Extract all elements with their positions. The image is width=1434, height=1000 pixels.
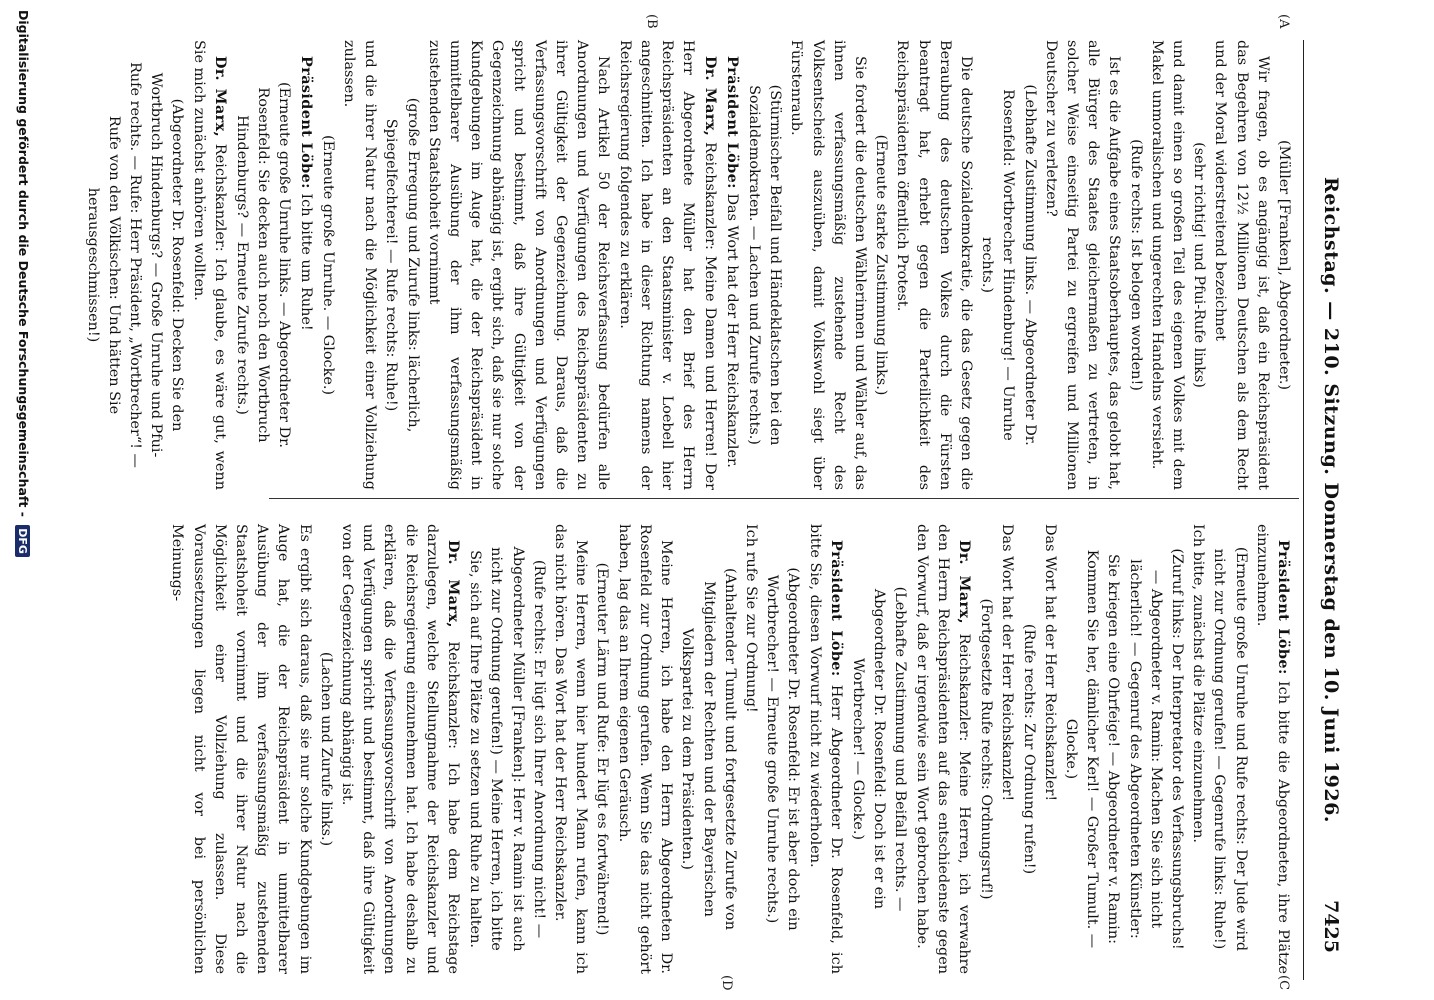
interjection: (Abgeordneter Dr. Rosenfeld: Decken Sie den Wortbruch Hindenburgs? — Große Unruhe und Pfui-Rufe rechts. — Rufe: Herr Präsident, „Wortbrecher“! — Rufe von den Völkischen: Und hätten Sie herausgeschmissen!) [84,62,186,468]
interjection: (große Erregung und Zurufe links: lächerlich, Spiegelfechterei! — Rufe rechts: Ruhe!) [383,97,421,433]
speech-paragraph: und damit einen so großen Teil des eigenen Volkes mit dem Makel unmoralischen und ungerechten Handelns versieht. [1148,40,1186,490]
speech-paragraph: Dr. Marx, Reichskanzler: Ich habe dem Reichstage darzulegen, welche Stellungnahme der Reichskanzler und die Reichsregierung einzunehmen hat. Ich habe deshalb zu erklären, daß die Verfassungsvorschrift von Anordnungen und Verfügungen spricht und bestimmt, daß ihre Gültigkeit von der Gegenzeichnung abhängig ist. [339,524,463,974]
dfg-logo: DFG [15,525,30,557]
right-text-column [169,524,1294,975]
speech-paragraph: Präsident Löbe: Herr Abgeordneter Dr. Rosenfeld, ich bitte Sie, diesen Vorwurf nicht zu wiederholen. [806,524,845,974]
speech-paragraph: Präsident Löbe: Das Wort hat der Herr Reichskanzler. [723,56,741,468]
interjection: (Lebhafte Zustimmung und Beifall rechts. — Abgeordneter Dr. Rosenfeld: Doch ist er ein Wortbrecher! — Glocke.) [849,586,909,912]
footer-credit: Digitalisierung gefördert durch die Deutsche Forschungsgemeinschaft - [16,10,31,517]
margin-marker-d: (D [719,975,734,991]
speech-paragraph: Sie fordert die deutschen Wählerinnen und Wähler auf, das ihnen verfassungsmäßig zustehende Recht des Volksentscheids auszuüben, damit Volkswohl siegt über Fürstenraub. [788,40,868,490]
header-rule [1303,40,1304,980]
speech-paragraph: Dr. Marx, Reichskanzler: Meine Damen und Herren! Der Herr Abgeordnete Müller hat den Brief des Herrn Reichspräsidenten an den Staatsminister v. Loebell hier angeschnitten. Ich habe in dieser Richtung namens der Reichsregierung folgendes zu erklären. [616,40,719,490]
speaker-name: Dr. Marx, [701,56,719,137]
speech-paragraph: Das Wort hat der Herr Reichskanzler! [1041,524,1058,802]
interjection: (Erneute starke Zustimmung links.) [873,134,890,396]
speech-paragraph: Die deutsche Sozialdemokratie, die das Gesetz gegen die Beraubung des deutschen Volkes durch die Fürsten beantragt hat, erhebt gegen die Parteilichkeit des Reichspräsidenten öffentlich Protest. [894,40,974,490]
interjection: (Erneuter Lärm und Rufe: Er lügt es fortwährend!) [594,562,611,936]
speaker-name: Präsident Löbe: [827,540,845,677]
interjection: (Erneute große Unruhe. — Glocke.) [319,134,336,396]
speech-paragraph: Meine Herren, ich habe den Herrn Abgeordneten Dr. Rosenfeld zur Ordnung gerufen. Wenn Sie das nicht gehört haben, lag das an Ihrem eigenen Geräusch. [615,524,675,974]
speech-paragraph: Ist es die Aufgabe eines Staatsoberhauptes, das gelobt hat, alle Bürger des Staates gleichermaßen zu vertreten, in solcher Weise einseitig Partei zu ergreifen und Millionen Deutscher zu verletzen? [1042,40,1123,490]
session-title: Reichstag. — 210. Sitzung. Donnerstag den 10. Juni 1926. [1320,177,1342,823]
interjection: (Müller [Franken], Abgeordneter.) [1276,139,1292,391]
speech-paragraph: Dr. Marx, Reichskanzler: Ich glaube, es wäre gut, wenn Sie mich zunächst anhören wollten. [190,40,229,490]
speech-paragraph: Wir fragen, ob es angängig ist, daß ein Reichspräsident das Begehren von 12½ Millionen Deutschen als dem Recht und der Moral widerstreitend bezeichnet [1212,40,1271,490]
speech-paragraph: Präsident Löbe: Ich bitte um Ruhe! [297,56,315,331]
interjection: (Anhaltender Tumult und fortgesetzte Zurufe von Mitgliedern der Rechten und der Bayerischen Volkspartei zu dem Präsidenten.) [679,568,738,930]
speech-paragraph: Präsident Löbe: Ich bitte die Abgeordneten, ihre Plätze einzunehmen. [1253,524,1292,974]
margin-marker-c: (C [1276,975,1291,991]
speaker-name: Präsident Löbe: [723,56,741,189]
interjection: (Erneute große Unruhe links. — Abgeordneter Dr. Rosenfeld: Sie decken auch noch den Wortbruch Hindenburgs? — Erneute Zurufe rechts.) [234,81,293,448]
interjection: (sehr richtig! und Pfui-Rufe links) [1191,142,1208,388]
interjection: (Stürmischer Beifall und Händeklatschen bei den Sozialdemokraten. — Lachen und Zurufe rechts.) [745,84,784,446]
interjection: (Zuruf links: Der Interpretator des Verfassungsbruchs! — Abgeordneter v. Ramin: Machen Sie sich nicht lächerlich! — Gegenruf des Abgeordneten Künstler: Sie kriegen eine Ohrfeige! — Abgeordneter v. Ramin: Kommen Sie her, dämlicher Kerl! — Großer Tumult. — Glocke.) [1062,548,1185,950]
page-header [1302,0,1342,1000]
interjection: (Lebhafte Zustimmung links. — Abgeordneter Dr. Rosenfeld: Wortbrecher Hindenburg! — Unruhe rechts.) [979,84,1038,446]
speech-paragraph: Ich rufe Sie zur Ordnung! [742,524,759,713]
speech-paragraph: Meine Herren, wenn hier hundert Mann rufen, kann ich das nicht hören. Das Wort hat der Herr Reichskanzler. [552,524,590,974]
left-text-column [84,40,1294,490]
digitization-footer [5,0,31,1000]
column-divider [269,498,1299,499]
speech-paragraph: und die ihrer Natur nach die Möglichkeit einer Vollziehung zulassen. [341,40,379,490]
speech-paragraph: Es ergibt sich daraus, daß sie nur solche Kundgebungen im Auge hat, die der Reichspräsident in unmittelbarer Ausübung der ihm verfassungsmäßig zustehenden Staatshoheit vornimmt und die ihrer Natur nach die Möglichkeit einer Vollziehung zulassen. Diese Voraussetzungen liegen nicht vor bei persönlichen Meinungs- [169,524,313,974]
interjection: (Rufe rechts: Zur Ordnung rufen!) [1020,623,1037,875]
speaker-name: Dr. Marx, [211,56,229,138]
interjection: (Lachen und Zurufe links.) [317,651,334,847]
interjection: (Abgeordneter Dr. Rosenfeld: Er ist aber doch ein Wortbrecher! — Erneute große Unruhe rechts.) [764,567,802,931]
speaker-name: Präsident Löbe: [297,56,315,189]
interjection: (Fortgesetzte Rufe rechts: Ordnungsruf!) [978,598,995,900]
speech-paragraph: Dr. Marx, Reichskanzler: Meine Herren, ich verwahre den Herrn Reichspräsidenten auf das entschiedenste gegen den Vorwurf, daß er irgendwie sein Wort gebrochen habe. [913,524,973,975]
page-number: 7425 [1320,900,1342,953]
speech-paragraph: Ich bitte, zunächst die Plätze einzunehmen. [1190,524,1207,843]
margin-marker-a: (A [1276,14,1291,29]
interjection: (Erneute große Unruhe und Rufe rechts: Der Jude wird nicht zur Ordnung gerufen! — Gegenrufe links: Ruhe!) [1211,546,1249,952]
speaker-name: Dr. Marx, [445,540,463,628]
margin-marker-b: (B [644,14,659,29]
interjection: (Rufe rechts: Ist belogen worden!) [1127,139,1144,391]
speaker-name: Präsident Löbe: [1275,540,1292,675]
speaker-name: Dr. Marx, [955,540,973,624]
speech-paragraph: Nach Artikel 50 der Reichsverfassung bedürfen alle Anordnungen und Verfügungen des Reichspräsidenten zu ihrer Gültigkeit der Gegenzeichnung. Daraus, daß die Verfassungsvorschrift von Anordnungen und Verfügungen spricht und bestimmt, daß ihre Gültigkeit von der Gegenzeichnung abhängig ist, ergibt sich, daß sie nur solche Kundgebungen im Auge hat, die der Reichspräsident in unmittelbarer Ausübung der ihm verfassungsmäßig zustehenden Staatshoheit vornimmt [425,40,612,490]
interjection: (Rufe rechts: Er lügt sich Ihrer Anordnung nicht! — Abgeordneter Müller [Franken]: Herr v. Ramin ist auch nicht zur Ordnung gerufen!) — Meine Herren, ich bitte Sie, sich auf Ihre Plätze zu setzen und Ruhe zu halten. [467,546,547,952]
speech-paragraph: Das Wort hat der Herr Reichskanzler! [999,524,1016,802]
